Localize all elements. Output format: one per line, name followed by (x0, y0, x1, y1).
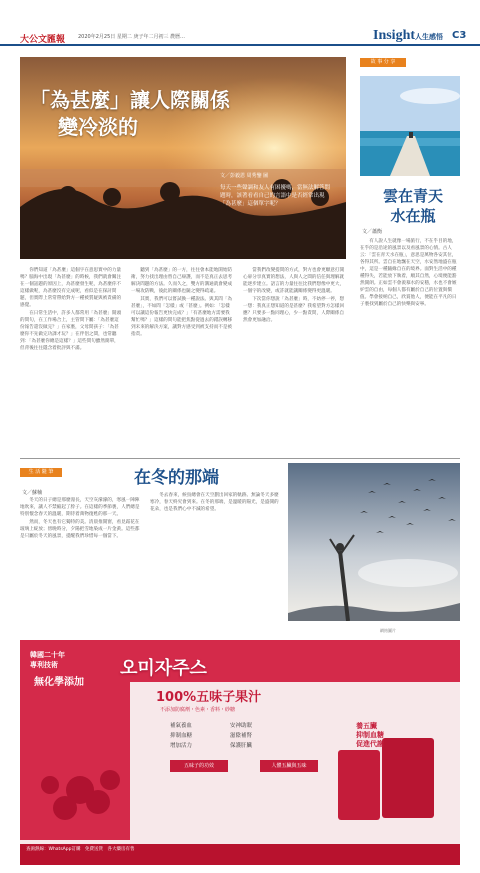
mid-article-image (288, 463, 460, 621)
main-article-col-1 (20, 267, 122, 452)
paragraph: 你們知道「為甚麼」這個字在意思實中的力量嗎？腦海中出現「為甚麼」的時候，我們就會關注在一個話題的原因上，為甚麼發生呢，為甚麼你不這樣做呢，為甚麼沒有完成呢，看似是在探討問題，但實際上常常帶給對方一種被質疑與被責備的感覺。 (20, 268, 122, 308)
ad-subtitle: 不添加防腐劑・色素・香料・砂糖 (160, 707, 236, 713)
paragraph: 冬去春來，候鳥總會在天空劃出回家的軌跡。無論冬天多麼寒冷，春天終究會到來。在冬的那端，是溫暖的陽光，是盛開的花朵，也是我們心中不滅的希望。 (150, 493, 279, 512)
main-article-col-2 (131, 267, 233, 452)
mid-article-title: 在冬的那端 (134, 468, 219, 488)
title-line-2: 變冷淡的 (58, 115, 138, 139)
paragraph: 在日常生活中，許多人都常用「為甚麼」開頭的問句，在工作場合上，主管問下屬：「為甚麼這份報告還沒做完？」在家裏，父母問孩子：「為甚麼你不先做完功課才玩？」在伴侶之間，也常聽到：「為甚麼你總是這樣？」這些問句雖然簡單，但背後往往隱含着批評與不滿。 (20, 311, 122, 351)
paragraph: 然而，冬天也有它獨特的美。清晨推開窗，看見霜花在玻璃上綻放；傍晚時分，夕陽把雪地染成一片金黃。這些都是只屬於冬天的風景，提醒我們珍惜每一個當下。 (20, 520, 140, 539)
issue-date: 2020年2月25日 星期二 庚子年二月初三 農曆… (78, 34, 186, 40)
section-insight: Insight (373, 28, 416, 43)
image-caption: 網絡圖片 (380, 628, 396, 633)
ad-background (20, 640, 460, 865)
ad-right-title (356, 722, 384, 749)
main-article-lead: 每天一些聲調和友人有困擾嗎，當無法解答問題時，該著看看自己的言語中是否經常出現「為甚麼」這個單字呢？ (220, 185, 331, 207)
ad-feature: 安神助眠 (230, 723, 253, 729)
main-article-title (30, 87, 230, 141)
side-article-author: 文／蕭衡 (362, 229, 383, 235)
ad-right-line: 促進代謝 (356, 740, 384, 748)
page-header (0, 0, 480, 46)
ad-left-line: 專利技術 (30, 661, 58, 669)
section-divider (20, 458, 460, 459)
ad-box-effects: 五味子的功效 (170, 760, 228, 772)
newspaper-logo: 大公文匯報 (20, 35, 66, 45)
page-number: C3 (452, 30, 467, 41)
ad-feature: 補氣養血 (170, 723, 193, 729)
mid-article-author: 文／蘇楠 (22, 490, 43, 496)
paragraph: 冬天的日子總是那麼漫長，天空灰濛濛的，寒風一陣陣地吹來，讓人不禁縮起了脖子。在這樣的季節裏，人們總是特別懷念春天的溫暖，期待着萬物復甦的那一天。 (20, 498, 140, 517)
section-name: 人生感悟 (415, 33, 443, 41)
ad-right-line: 抑制血糖 (356, 731, 384, 739)
paragraph: 聽到「為甚麼」的一方，往往會本能地開始防衛，努力找出理由替自己辯護，而不是真正去思考解決問題的方法。久而久之，雙方的溝通就會變成一場攻防戰，彼此的關係也隨之變得疏遠。 (131, 268, 233, 294)
pier-sea-image (360, 76, 460, 176)
birds-sky-image (288, 463, 460, 621)
main-article-hero (20, 57, 346, 259)
ad-left-line: 韓國二十年 (30, 651, 65, 659)
mid-article-tag: 生 活 隨 筆 (20, 468, 62, 477)
ad-product-name: 100%五味子果汁 (156, 690, 262, 705)
advertisement (20, 640, 460, 865)
side-article-tag: 故 事 分 享 (360, 58, 406, 67)
side-article-image (360, 76, 460, 176)
main-article-col-3 (243, 267, 346, 452)
ad-footer: 查詢熱線：WhatsApp訂購 免費送貨 各大藥房有售 (20, 844, 460, 865)
ad-feature: 保護肝臟 (230, 743, 253, 749)
title-line-1: 「為甚麼」讓人際關係 (30, 88, 230, 112)
side-article-body (360, 238, 460, 452)
side-article-title: 雲在青天水在瓶 (382, 187, 443, 225)
mid-article-col-2 (150, 492, 280, 632)
paragraph: 當我們改變提問的方式，對方也會更願意打開心扉分享真實的想法，人與人之間的信任與理解就能逐步建立。語言的力量往往比我們想像中更大，一個字的改變，或許就能讓關係變得更溫暖。 (243, 268, 345, 294)
paragraph: 其實，我們可以嘗試換一種說法。與其問「為甚麼」，不如問「怎樣」或「甚麼」。例如：「怎樣可以讓這份報告更快完成？」「有甚麼地方需要我幫忙嗎？」這樣的問句能把焦點從過去的錯誤轉移到未來的解決方案，讓對方感受到被支持而不是被指責。 (131, 297, 233, 337)
ad-feature: 增加活力 (170, 743, 193, 749)
ad-headline: 오미자주스 (120, 658, 207, 679)
ad-left-text (30, 650, 65, 670)
mid-article-col-1 (20, 497, 142, 633)
ad-right-line: 養五臟 (356, 722, 377, 730)
ad-feature: 抑制血糖 (170, 733, 193, 739)
paragraph: 下次當你想說「為甚麼」時，不妨停一停，想一想：我真正想知道的是甚麼？我希望對方怎樣回應？只要多一點同理心，少一點責問，人際關係自然會更加融洽。 (243, 297, 345, 323)
ad-feature: 滋陰補腎 (230, 733, 253, 739)
ad-no-additive: 無化學添加 (34, 677, 84, 688)
main-article-author: 文／彭毅恩 周秀鑒 圖 (220, 173, 269, 179)
ad-box-organs: 人體五臟與五味 (260, 760, 318, 772)
paragraph: 有人說人生就像一場旅行，不在乎目的地，在乎的是沿途的風景以及看風景的心情。古人云：「雲在青天水在瓶」，意思是萬物各安其位，各得其所。雲自在地飄在天空，水安然地盛在瓶中，這是一種隨緣自在的境界。面對生活中的種種得失，若能放下執着，順其自然，心境便能豁然開朗。正如雲不會羨慕水的安穩，水也不會嫉妒雲的自由，每個人都有屬於自己的位置與價值。學會接納自己，欣賞他人，便能在平凡的日子裏找到屬於自己的快樂與安寧。 (360, 239, 457, 307)
